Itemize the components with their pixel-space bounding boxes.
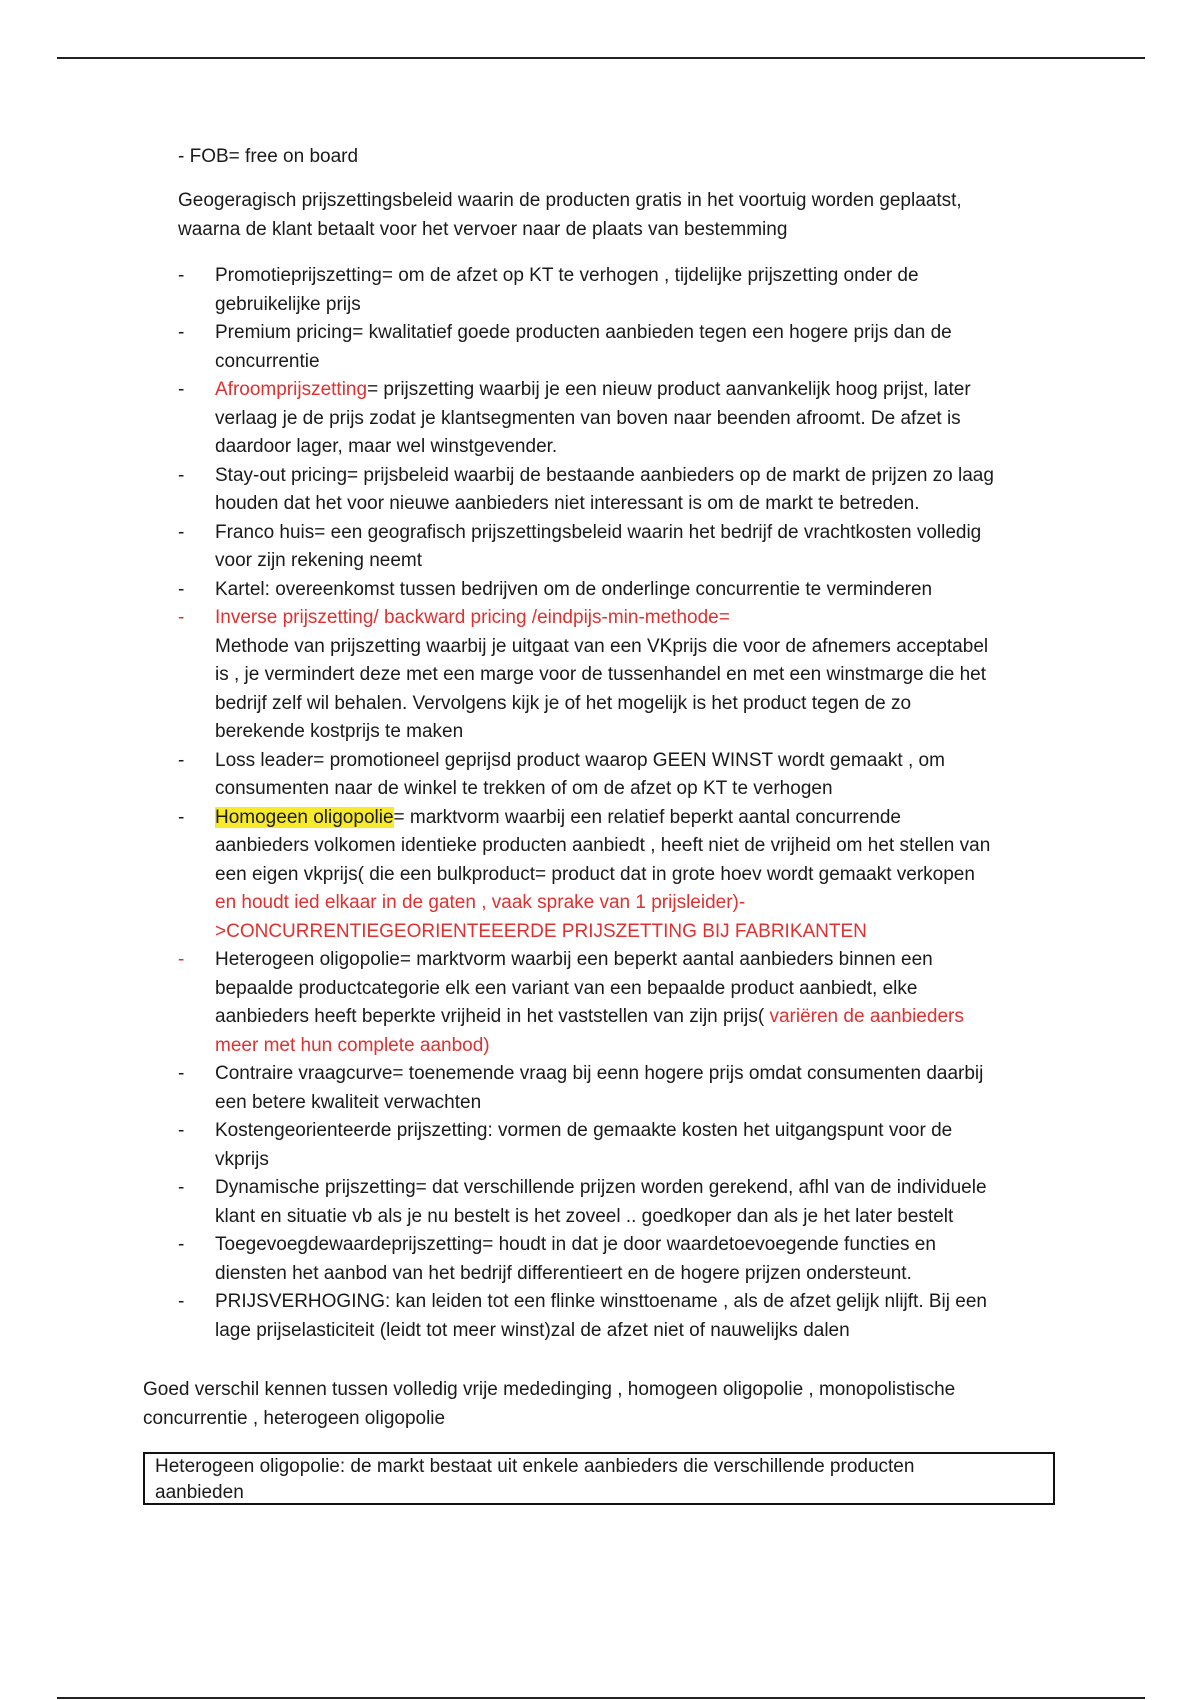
item-line — [215, 1089, 1058, 1118]
text-segment: = marktvorm waarbij een relatief beperkt aantal concurrende — [393, 806, 901, 828]
text-segment: diensten het aanbod van het bedrijf differentieert en de hogere prijzen ondersteunt. — [215, 1262, 912, 1284]
list-item — [178, 519, 1058, 576]
definitions-list — [178, 262, 1058, 1345]
list-item — [178, 376, 1058, 462]
intro-line: Geogeragisch prijszettingsbeleid waarin de producten gratis in het voortuig worden geplaatst, — [178, 190, 962, 211]
item-line — [215, 804, 1058, 833]
text-segment: concurrentie — [215, 350, 320, 372]
item-line — [215, 633, 1058, 662]
item-line — [215, 348, 1058, 377]
item-line — [215, 576, 1058, 605]
text-segment: Loss leader= promotioneel geprijsd product waarop GEEN WINST wordt gemaakt , om — [215, 749, 945, 771]
item-line — [215, 519, 1058, 548]
bullet-dash: - — [178, 607, 185, 628]
bullet-dash: - — [178, 578, 185, 600]
text-segment: aanbieders heeft beperkte vrijheid in het vaststellen van zijn prijs( — [215, 1006, 770, 1027]
list-item — [178, 319, 1058, 376]
item-line — [215, 690, 1058, 719]
definition-box — [143, 1452, 1055, 1505]
closing-line: concurrentie , heterogeen oligopolie — [143, 1407, 446, 1429]
bullet-dash: - — [178, 1234, 185, 1255]
fob-line: - FOB= free on board — [178, 146, 359, 167]
bullet-dash: - — [178, 1291, 185, 1312]
item-line — [215, 1060, 1058, 1089]
text-segment: is , je vermindert deze met een marge voor de tussenhandel en met een winstmarge die het — [215, 664, 986, 685]
text-segment: Contraire vraagcurve= toenemende vraag bij eenn hogere prijs omdat consumenten daarbij — [215, 1063, 984, 1084]
text-segment: aanbieders volkomen identieke producten aanbiedt , heeft niet de vrijheid om het stellen van — [215, 835, 991, 856]
text-segment: Premium pricing= kwalitatief goede producten aanbieden tegen een hogere prijs dan de — [215, 322, 952, 343]
item-line — [215, 262, 1058, 291]
item-line — [215, 832, 1058, 861]
text-segment: Kostengeorienteerde prijszetting: vormen de gemaakte kosten het uitgangspunt voor de — [215, 1120, 953, 1141]
footer-rule — [57, 1697, 1145, 1699]
item-line — [215, 1260, 1058, 1289]
item-line — [215, 975, 1058, 1004]
closing-paragraph — [143, 1376, 955, 1433]
intro-line: waarna de klant betaalt voor het vervoer naar de plaats van bestemming — [178, 218, 788, 240]
item-line — [215, 1003, 1058, 1032]
bullet-dash: - — [178, 1063, 185, 1084]
closing-line: Goed verschil kennen tussen volledig vrije mededinging , homogeen oligopolie , monopolistische — [143, 1379, 956, 1400]
item-line — [215, 889, 1058, 918]
list-item — [178, 1174, 1058, 1231]
text-segment: Franco huis= een geografisch prijszettingsbeleid waarin het bedrijf de vrachtkosten volledig — [215, 521, 982, 543]
item-line — [215, 1231, 1058, 1260]
bullet-dash: - — [178, 749, 185, 771]
item-line — [215, 1174, 1058, 1203]
header-rule — [57, 57, 1145, 59]
text-segment: verlaag je de prijs zodat je klantsegmenten van boven naar beenden afroomt. De afzet is — [215, 407, 961, 429]
list-item — [178, 946, 1058, 1060]
text-segment: houden dat het voor nieuwe aanbieders niet interessant is om de markt te betreden. — [215, 493, 920, 514]
text-segment: = prijszetting waarbij je een nieuw product aanvankelijk hoog prijst, later — [367, 379, 971, 400]
box-line: aanbieden — [155, 1482, 244, 1503]
list-item — [178, 1060, 1058, 1117]
bullet-dash: - — [178, 1177, 185, 1198]
text-segment: gebruikelijke prijs — [215, 293, 361, 315]
item-line — [215, 462, 1058, 491]
list-item — [178, 747, 1058, 804]
text-segment: berekende kostprijs te maken — [215, 721, 464, 742]
red-text: meer met hun complete aanbod) — [215, 1034, 490, 1056]
list-item — [178, 1288, 1058, 1345]
bullet-dash: - — [178, 322, 185, 343]
item-line — [215, 490, 1058, 519]
red-text: variëren de aanbieders — [769, 1006, 964, 1027]
item-line — [215, 405, 1058, 434]
item-line — [215, 319, 1058, 348]
text-segment: Methode van prijszetting waarbij je uitgaat van een VKprijs die voor de afnemers acceptabel — [215, 635, 989, 657]
text-segment: Kartel: overeenkomst tussen bedrijven om de onderlinge concurrentie te verminderen — [215, 578, 933, 600]
item-line — [215, 918, 1058, 947]
text-segment: vkprijs — [215, 1148, 269, 1170]
bullet-dash: - — [178, 949, 185, 970]
list-item — [178, 804, 1058, 947]
item-line — [215, 775, 1058, 804]
red-text: en houdt ied elkaar in de gaten , vaak sprake van 1 prijsleider)- — [215, 892, 746, 913]
bullet-dash: - — [178, 806, 185, 828]
intro-paragraph — [178, 187, 962, 244]
highlighted-term: Homogeen oligopolie — [215, 806, 394, 828]
item-line — [215, 1146, 1058, 1175]
text-segment: Heterogeen oligopolie= marktvorm waarbij een beperkt aantal aanbieders binnen een — [215, 949, 933, 970]
item-line — [215, 1032, 1058, 1061]
list-item — [178, 462, 1058, 519]
text-segment: Stay-out pricing= prijsbeleid waarbij de bestaande aanbieders op de markt de prijzen zo laag — [215, 464, 994, 486]
text-segment: voor zijn rekening neemt — [215, 550, 422, 571]
list-item — [178, 262, 1058, 319]
item-line — [215, 1288, 1058, 1317]
item-line — [215, 604, 1058, 633]
list-item — [178, 1117, 1058, 1174]
text-segment: bedrijf zelf wil behalen. Vervolgens kijk je of het mogelijk is het product tegen de zo — [215, 692, 912, 714]
text-segment: Dynamische prijszetting= dat verschillende prijzen worden gerekend, afhl van de individuele — [215, 1177, 987, 1198]
bullet-dash: - — [178, 521, 185, 543]
bullet-dash: - — [178, 1120, 185, 1141]
item-line — [215, 661, 1058, 690]
bullet-dash: - — [178, 265, 185, 286]
item-line — [215, 946, 1058, 975]
item-line — [215, 291, 1058, 320]
text-segment: Toegevoegdewaardeprijszetting= houdt in dat je door waardetoevoegende functies en — [215, 1234, 936, 1255]
text-segment: Promotieprijszetting= om de afzet op KT te verhogen , tijdelijke prijszetting onder de — [215, 265, 919, 286]
text-segment: consumenten naar de winkel te trekken of om de afzet op KT te verhogen — [215, 778, 833, 799]
text-segment: een betere kwaliteit verwachten — [215, 1091, 482, 1113]
text-segment: klant en situatie vb als je nu bestelt is het zoveel .. goedkoper dan als je het later bestelt — [215, 1205, 954, 1227]
bullet-dash: - — [178, 379, 185, 400]
list-item — [178, 604, 1058, 747]
text-segment: een eigen vkprijs( die een bulkproduct= product dat in grote hoev wordt gemaakt verkopen — [215, 863, 975, 885]
item-line — [215, 1117, 1058, 1146]
item-line — [215, 747, 1058, 776]
bullet-dash: - — [178, 464, 185, 486]
item-line — [215, 376, 1058, 405]
item-line — [215, 1203, 1058, 1232]
item-line — [215, 861, 1058, 890]
item-line — [215, 433, 1058, 462]
text-segment: daardoor lager, maar wel winstgevender. — [215, 436, 558, 457]
item-line — [215, 1317, 1058, 1346]
item-line — [215, 718, 1058, 747]
list-item — [178, 1231, 1058, 1288]
box-line: Heterogeen oligopolie: de markt bestaat uit enkele aanbieders die verschillende producten — [155, 1456, 915, 1477]
list-item — [178, 576, 1058, 605]
text-segment: PRIJSVERHOGING: kan leiden tot een flinke winsttoename , als de afzet gelijk nlijft. Bij een — [215, 1291, 987, 1312]
red-text: Afroomprijszetting — [215, 379, 368, 400]
text-segment: lage prijselasticiteit (leidt tot meer winst)zal de afzet niet of nauwelijks dalen — [215, 1319, 850, 1341]
red-text: >CONCURRENTIEGEORIENTEEERDE PRIJSZETTING BIJ FABRIKANTEN — [215, 920, 867, 942]
item-line — [215, 547, 1058, 576]
text-segment: bepaalde productcategorie elk een variant van een bepaalde product aanbiedt, elke — [215, 977, 918, 999]
red-text: Inverse prijszetting/ backward pricing /eindpijs-min-methode= — [215, 607, 730, 628]
